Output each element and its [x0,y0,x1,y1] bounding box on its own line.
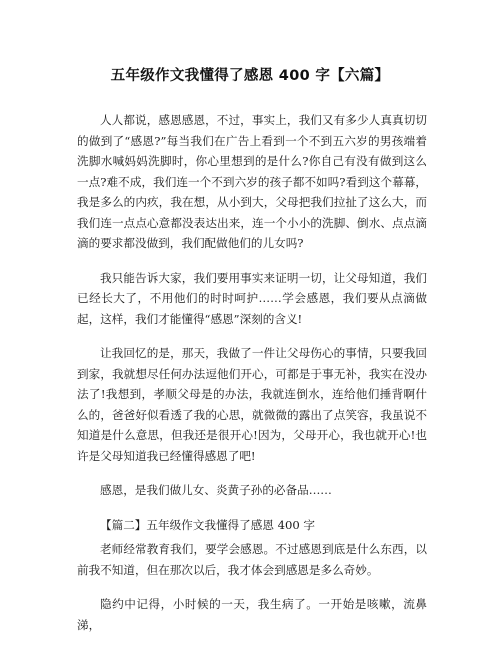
section2-paragraph-2: 隐约中记得，小时候的一天，我生病了。一开始是咳嗽，流鼻涕， [77,597,427,632]
paragraph-3: 让我回忆的是，那天，我做了一件让父母伤心的事情，只要我回到家，我就想尽任何办法逗他们开心，可都是于事无补，我实在没办法了!我想到，孝顺父母是的办法，我就连倒水，连给他们捶背啊什么的，爸爸好似看透了我的心思，就微微的露出了点笑容，我虽说不知道是什么意思，但我还是很开心!因为，父母开心，我也就开心!也许是父母知道我已经懂得感恩了吧! [77,346,427,463]
document-body [77,110,427,649]
paragraph-1: 人人都说，感恩感恩，不过，事实上，我们又有多少人真真切切的做到了“感恩?”每当我们在广告上看到一个不到五六岁的男孩端着洗脚水喊妈妈洗脚时，你心里想到的是什么?你自己有没有做到这么一点?难不成，我们连一个不到六岁的孩子都不如吗?看到这个幕幕，我是多么的内疚，我在想，从小到大，父母把我们拉扯了这么大，而我们连一点点心意都没表达出来，连一个小小的洗脚、倒水、点点滴滴的要求都没做到，我们配做他们的儿女吗? [77,113,427,250]
paragraph-2: 我只能告诉大家，我们要用事实来证明一切，让父母知道，我们已经长大了，不用他们的时时呵护……学会感恩，我们要从点滴做起，这样，我们才能懂得“感恩”深刻的含义! [77,270,427,326]
section2-paragraph-1: 老师经常教育我们，要学会感恩。不过感恩到底是什么东西，以前我不知道，但在那次以后，我才体会到感恩是多么奇妙。 [77,542,427,577]
paragraph-4: 感恩，是我们做儿女、炎黄子孙的必备品…… [100,483,332,497]
section-heading: 【篇二】五年级作文我懂得了感恩 400 字 [100,517,316,532]
document-title: 五年级作文我懂得了感恩 400 字【六篇】 [110,68,390,84]
